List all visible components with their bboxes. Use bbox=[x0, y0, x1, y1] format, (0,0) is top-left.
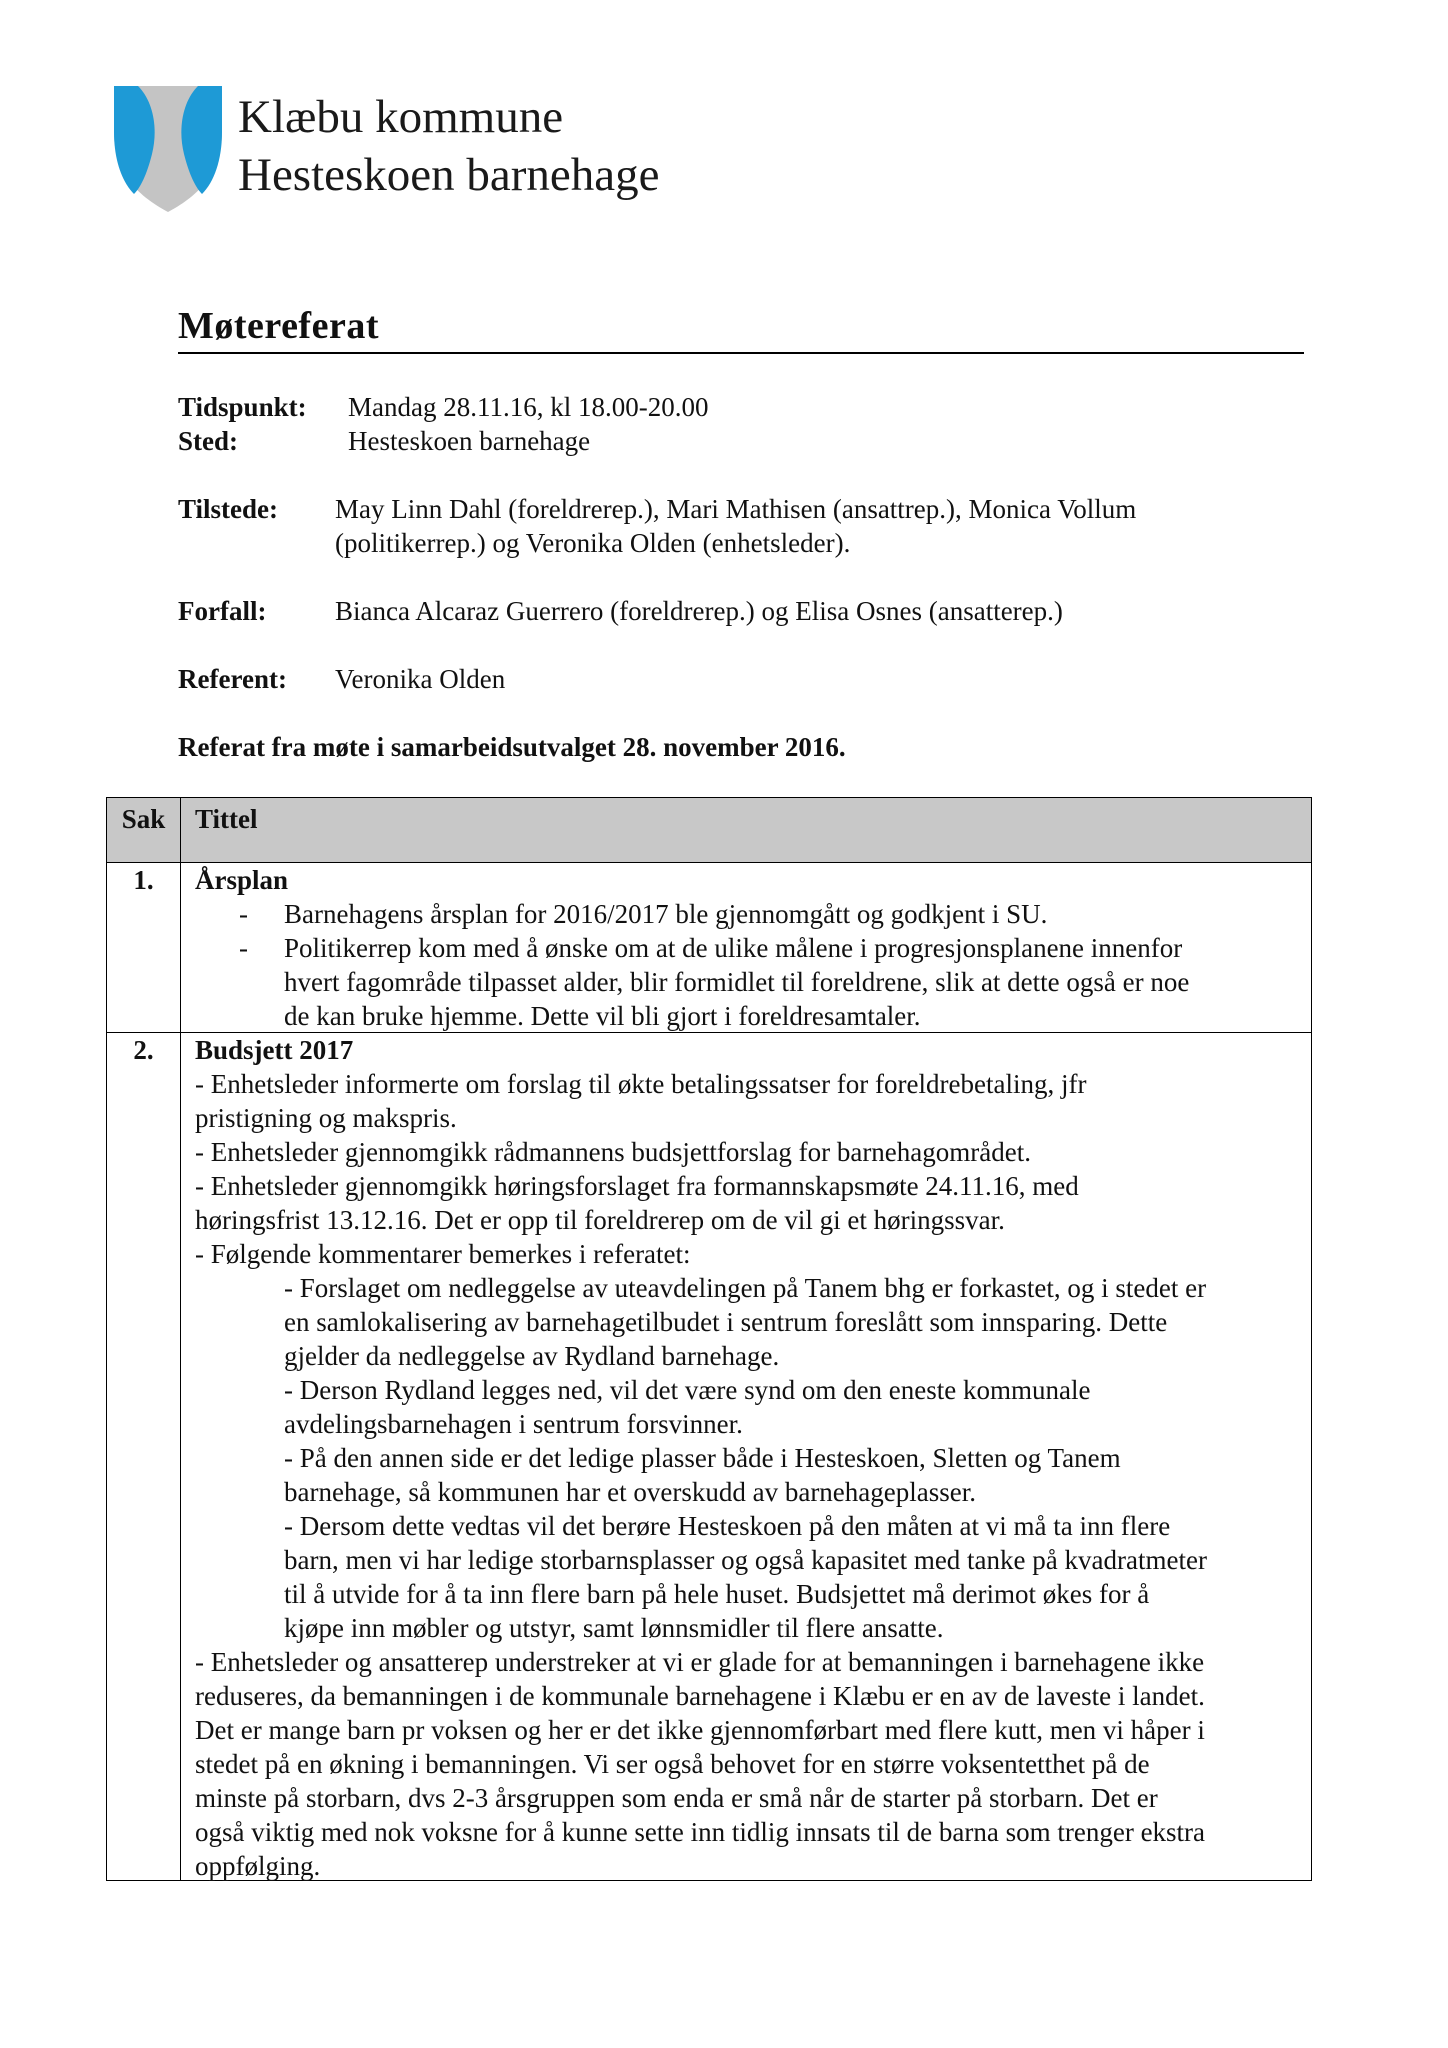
organization-name bbox=[238, 88, 660, 204]
paragraph-line: minste på storbarn, dvs 2-3 årsgruppen som enda er små når de starter på storbarn. Det er bbox=[195, 1783, 1158, 1813]
reporter-label: Referent: bbox=[178, 664, 287, 694]
row-content bbox=[181, 1033, 1311, 1880]
municipality-logo bbox=[114, 86, 222, 212]
time-value: Mandag 28.11.16, kl 18.00-20.00 bbox=[348, 392, 709, 422]
paragraph-line: oppfølging. bbox=[195, 1851, 321, 1881]
time-label: Tidspunkt: bbox=[178, 392, 307, 422]
document-title: Møtereferat bbox=[178, 305, 379, 347]
coat-of-arms-icon bbox=[114, 86, 222, 212]
table-header-row bbox=[107, 798, 1311, 862]
paragraph-line: også viktig med nok voksne for å kunne sette inn tidlig innsats til de barna som trenger ekstra bbox=[195, 1817, 1206, 1847]
indented-line: barn, men vi har ledige storbarnsplasser og også kapasitet med tanke på kvadratmeter bbox=[284, 1545, 1207, 1575]
item-title: Budsjett 2017 bbox=[195, 1035, 354, 1065]
paragraph-line: - Enhetsleder gjennomgikk høringsforslaget fra formannskapsmøte 24.11.16, med bbox=[195, 1171, 1079, 1201]
list-item: - Barnehagens årsplan for 2016/2017 ble gjennomgått og godkjent i SU. bbox=[195, 897, 1311, 931]
indented-line: gjelder da nedleggelse av Rydland barnehage. bbox=[284, 1341, 780, 1371]
reporter-value: Veronika Olden bbox=[335, 664, 506, 694]
indented-line: - Derson Rydland legges ned, vil det være synd om den eneste kommunale bbox=[284, 1375, 1091, 1405]
row-sak-number: 2. bbox=[107, 1033, 181, 1880]
indented-line: - Dersom dette vedtas vil det berøre Hesteskoen på den måten at vi må ta inn flere bbox=[284, 1511, 1171, 1541]
paragraph-line: - Enhetsleder gjennomgikk rådmannens budsjettforslag for barnehagområdet. bbox=[195, 1137, 1031, 1167]
paragraph-line: høringsfrist 13.12.16. Det er opp til foreldrerep om de vil gi et høringssvar. bbox=[195, 1205, 1005, 1235]
indented-line: en samlokalisering av barnehagetilbudet i sentrum foreslått som innsparing. Dette bbox=[284, 1307, 1168, 1337]
indented-line: til å utvide for å ta inn flere barn på hele huset. Budsjettet må derimot økes for å bbox=[284, 1579, 1150, 1609]
present-line-1: May Linn Dahl (foreldrerep.), Mari Mathisen (ansattrep.), Monica Vollum bbox=[335, 494, 1137, 524]
paragraph-line: - Følgende kommentarer bemerkes i referatet: bbox=[195, 1239, 691, 1269]
title-divider bbox=[178, 352, 1304, 354]
agenda-table bbox=[106, 797, 1312, 1881]
table-row bbox=[107, 1032, 1311, 1880]
present-line-2: (politikerrep.) og Veronika Olden (enhetsleder). bbox=[335, 528, 851, 558]
row-sak-number: 1. bbox=[107, 863, 181, 1032]
place-label: Sted: bbox=[178, 426, 238, 456]
indented-line: - På den annen side er det ledige plasser både i Hesteskoen, Sletten og Tanem bbox=[284, 1443, 1121, 1473]
org-line-1: Klæbu kommune bbox=[238, 91, 564, 143]
table-row bbox=[107, 862, 1311, 1032]
paragraph-line: pristigning og makspris. bbox=[195, 1103, 457, 1133]
col-header-tittel: Tittel bbox=[195, 804, 258, 834]
indented-line: avdelingsbarnehagen i sentrum forsvinner. bbox=[284, 1409, 743, 1439]
paragraph-line: stedet på en økning i bemanningen. Vi ser også behovet for en større voksentetthet på de bbox=[195, 1749, 1150, 1779]
absent-label: Forfall: bbox=[178, 596, 267, 626]
paragraph-line: - Enhetsleder og ansatterep understreker at vi er glade for at bemanningen i barnehagene ikke bbox=[195, 1647, 1205, 1677]
present-label: Tilstede: bbox=[178, 494, 278, 524]
indented-line: kjøpe inn møbler og utstyr, samt lønnsmidler til flere ansatte. bbox=[284, 1613, 944, 1643]
row-content bbox=[181, 863, 1311, 1032]
bullet-list bbox=[195, 897, 1311, 1033]
indented-line: barnehage, så kommunen har et overskudd av barnehageplasser. bbox=[284, 1477, 976, 1507]
paragraph-line: Det er mange barn pr voksen og her er det ikke gjennomførbart med flere kutt, men vi håper i bbox=[195, 1715, 1205, 1745]
item-title: Årsplan bbox=[195, 865, 289, 895]
paragraph-line: - Enhetsleder informerte om forslag til økte betalingssatser for foreldrebetaling, jfr bbox=[195, 1069, 1087, 1099]
org-line-2: Hesteskoen barnehage bbox=[238, 149, 660, 201]
intro-heading: Referat fra møte i samarbeidsutvalget 28. november 2016. bbox=[178, 732, 846, 762]
paragraph-line: reduseres, da bemanningen i de kommunale barnehagene i Klæbu er en av de laveste i landet. bbox=[195, 1681, 1205, 1711]
col-header-sak: Sak bbox=[107, 798, 181, 862]
place-value: Hesteskoen barnehage bbox=[348, 426, 591, 456]
absent-value: Bianca Alcaraz Guerrero (foreldrerep.) og Elisa Osnes (ansatterep.) bbox=[335, 596, 1063, 626]
indented-line: - Forslaget om nedleggelse av uteavdelingen på Tanem bhg er forkastet, og i stedet er bbox=[284, 1273, 1207, 1303]
list-item: - Politikerrep kom med å ønske om at de ulike målene i progresjonsplanene innenfor hvert fagområde tilpasset alder, blir formidlet til foreldrene, slik at dette også er noe de kan bruke hjemme. Dette vil bli gjort i foreldresamtaler. bbox=[195, 931, 1311, 1033]
